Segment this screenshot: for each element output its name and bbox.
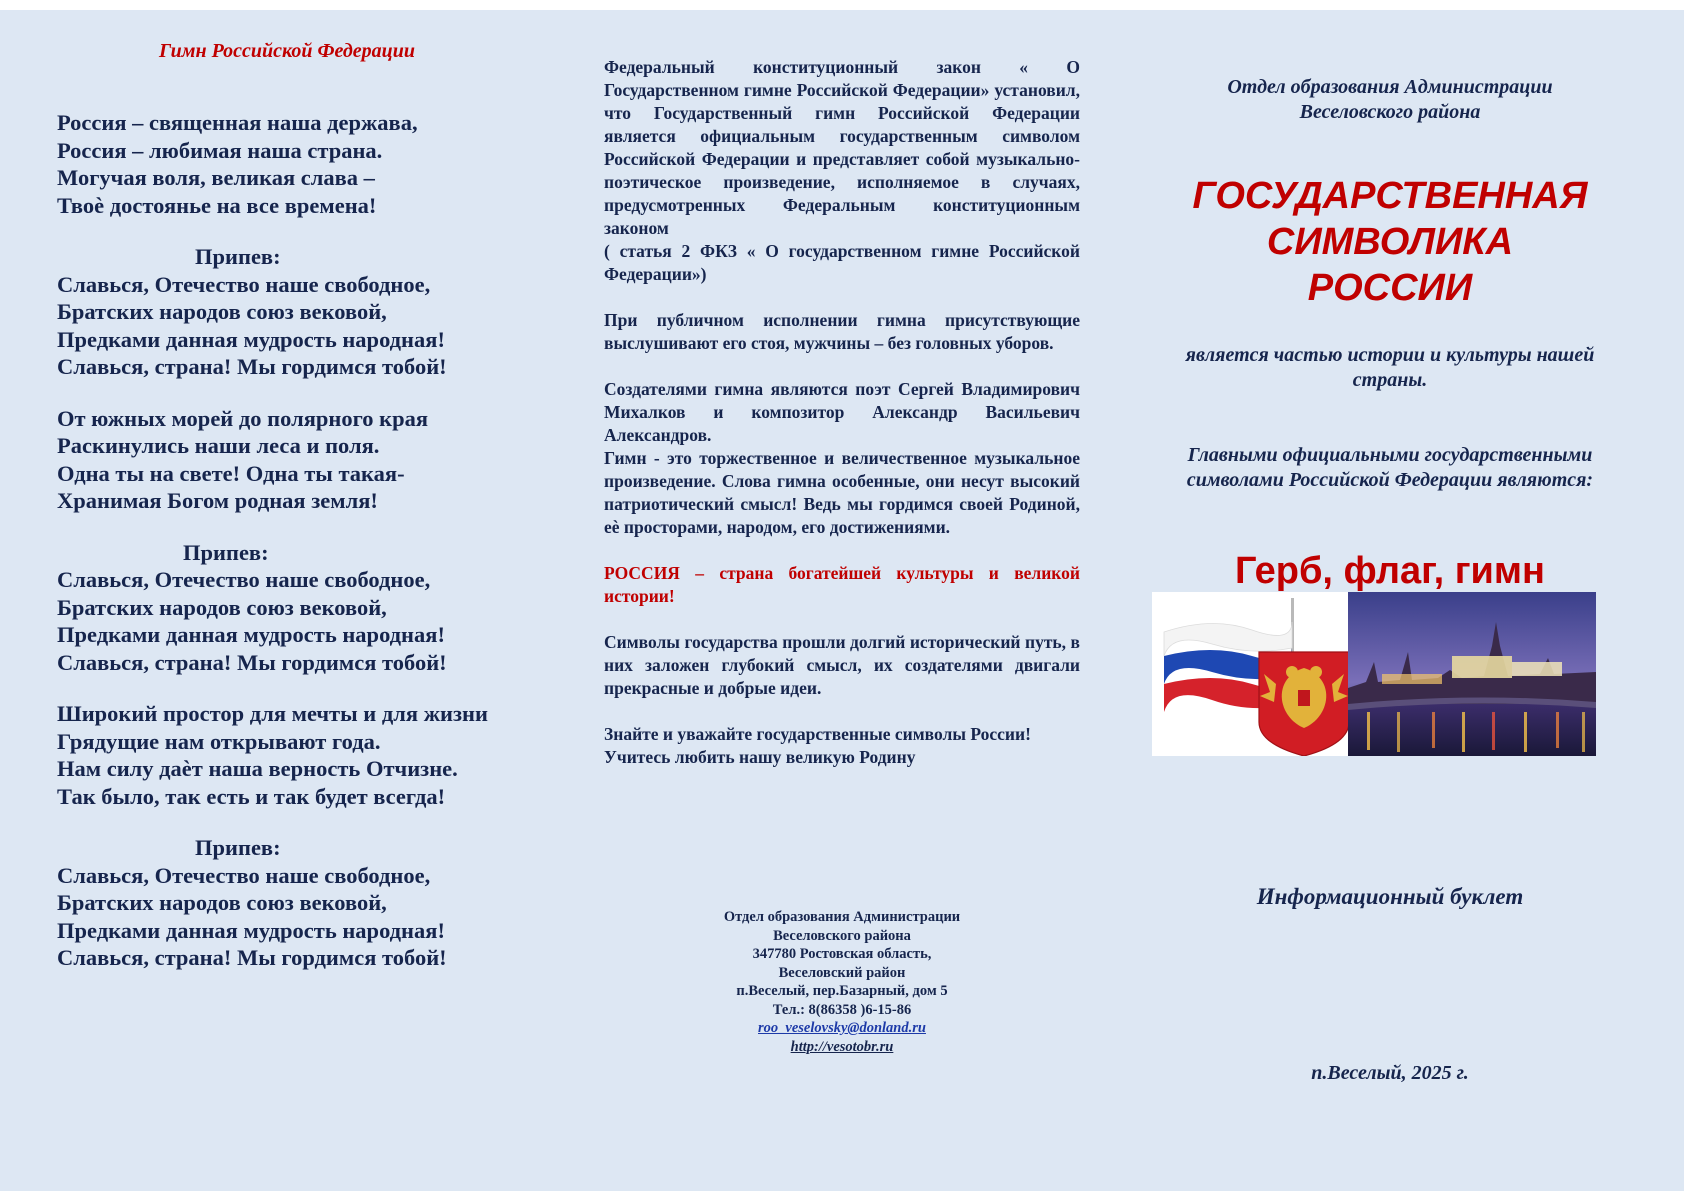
verse-line: Твоѐ достоянье на все времена! xyxy=(57,192,377,218)
cover-column xyxy=(1150,75,1630,593)
kremlin-photo xyxy=(1348,592,1596,756)
chorus-line: Братских народов союз вековой, xyxy=(57,594,387,620)
contacts-org-line: Отдел образования Администрации xyxy=(723,909,961,925)
verse-line: Могучая воля, великая слава – xyxy=(57,165,375,190)
symbols-history-paragraph: Символы государства прошли долгий исторический путь, в них заложен глубокий смысл, их создателями двигали прекрасные и добрые идеи. xyxy=(604,632,1080,698)
verse-line: Хранимая Богом родная земля! xyxy=(57,488,378,513)
contacts-phone: Тел.: 8(86358 )6-15-86 xyxy=(772,1001,912,1018)
cover-subtitle: является частью истории и культуры нашей страны. xyxy=(1185,344,1595,391)
verse-line: Нам силу даѐт наша верность Отчизне. xyxy=(57,756,458,781)
anthem-chorus-2 xyxy=(57,539,527,677)
chorus-line: Братских народов союз вековой, xyxy=(57,890,387,915)
symbols-list: Герб, флаг, гимн xyxy=(1235,550,1545,592)
anthem-title: Гимн Российской Федерации xyxy=(158,40,416,62)
anthem-verse-1 xyxy=(57,109,527,219)
law-reference: ( статья 2 ФКЗ « О государственном гимне Российской Федерации») xyxy=(604,241,1080,284)
cover-title-line: РОССИИ xyxy=(1307,267,1473,309)
anthem-etiquette-paragraph: При публичном исполнении гимна присутствующие выслушивают его стоя, мужчины – без головных уборов. xyxy=(604,310,1080,353)
anthem-verse-2 xyxy=(57,405,527,515)
contacts-block xyxy=(604,908,1080,1056)
law-paragraph: Федеральный конституционный закон « О Государственном гимне Российской Федерации» установил, что Государственный гимн Российской Федерации является официальным государственным символом Российской Федерации и представляет собой музыкально-поэтическое произведение, исполняемое в случаях, предусмотренных Федеральным конституционным законом xyxy=(604,57,1080,238)
chorus-line: Предками данная мудрость народная! xyxy=(57,326,445,352)
website-link[interactable]: http://vesotobr.ru xyxy=(790,1038,894,1055)
verse-line: Так было, так есть и так будет всегда! xyxy=(57,783,446,809)
chorus-line: Славься, страна! Мы гордимся тобой! xyxy=(57,649,447,675)
symbols-intro: Главными официальными государственными символами Российской Федерации являются: xyxy=(1186,444,1594,491)
chorus-label: Припев: xyxy=(183,539,269,565)
verse-line: От южных морей до полярного края xyxy=(57,405,429,431)
verse-line: Широкий простор для мечты и для жизни xyxy=(57,701,488,726)
cover-title xyxy=(1150,173,1630,311)
verse-line: Грядущие нам открывают года. xyxy=(57,728,381,754)
chorus-label: Припев: xyxy=(195,244,281,269)
anthem-chorus-1 xyxy=(57,243,527,381)
booklet-label: Информационный буклет xyxy=(1256,884,1524,909)
coat-of-arms-icon xyxy=(1259,652,1349,756)
contacts-address-line: Веселовский район xyxy=(778,964,906,981)
verse-line: Одна ты на свете! Одна ты такая- xyxy=(57,460,405,486)
cover-org-line: Отдел образования Администрации xyxy=(1227,76,1553,98)
chorus-line: Предками данная мудрость народная! xyxy=(57,622,445,647)
contacts-org-line: Веселовского района xyxy=(773,927,911,944)
chorus-line: Славься, Отечество наше свободное, xyxy=(57,862,431,888)
respect-symbols-call: Знайте и уважайте государственные символы России! xyxy=(604,724,1031,744)
contacts-address-line: 347780 Ростовская область, xyxy=(752,946,932,962)
anthem-column xyxy=(57,40,527,996)
chorus-label: Припев: xyxy=(195,835,281,860)
email-link[interactable]: roo_veselovsky@donland.ru xyxy=(758,1020,926,1036)
contacts-address-line: п.Веселый, пер.Базарный, дом 5 xyxy=(736,983,948,999)
chorus-line: Славься, страна! Мы гордимся тобой! xyxy=(57,354,447,379)
verse-line: Россия – священная наша держава, xyxy=(57,110,418,135)
chorus-line: Братских народов союз вековой, xyxy=(57,299,387,324)
creators-paragraph: Создателями гимна являются поэт Сергей Владимирович Михалков и композитор Александр Васильевич Александров. xyxy=(604,379,1080,445)
flag-emblem-kremlin-picture xyxy=(1152,592,1596,756)
anthem-verse-3 xyxy=(57,700,527,810)
verse-line: Раскинулись наши леса и поля. xyxy=(57,433,380,458)
law-column xyxy=(604,56,1080,769)
anthem-meaning-paragraph: Гимн - это торжественное и величественное музыкальное произведение. Слова гимна особенные, они несут высокий патриотический смысл! Ведь мы гордимся своей Родиной, еѐ просторами, народом, его достижениями. xyxy=(604,448,1080,537)
cover-title-line: ГОСУДАРСТВЕННАЯ xyxy=(1192,175,1588,217)
chorus-line: Славься, Отечество наше свободное, xyxy=(57,271,431,297)
anthem-chorus-3 xyxy=(57,834,527,972)
place-year: п.Веселый, 2025 г. xyxy=(1311,1062,1469,1084)
russia-slogan: РОССИЯ – страна богатейшей культуры и великой истории! xyxy=(604,563,1080,606)
cover-org-line: Веселовского района xyxy=(1299,101,1481,123)
love-motherland-call: Учитесь любить нашу великую Родину xyxy=(604,747,916,767)
chorus-line: Славься, Отечество наше свободное, xyxy=(57,567,431,592)
cover-title-line: СИМВОЛИКА xyxy=(1266,221,1514,263)
verse-line: Россия – любимая наша страна. xyxy=(57,137,383,163)
chorus-line: Предками данная мудрость народная! xyxy=(57,917,445,943)
chorus-line: Славься, страна! Мы гордимся тобой! xyxy=(57,945,447,970)
